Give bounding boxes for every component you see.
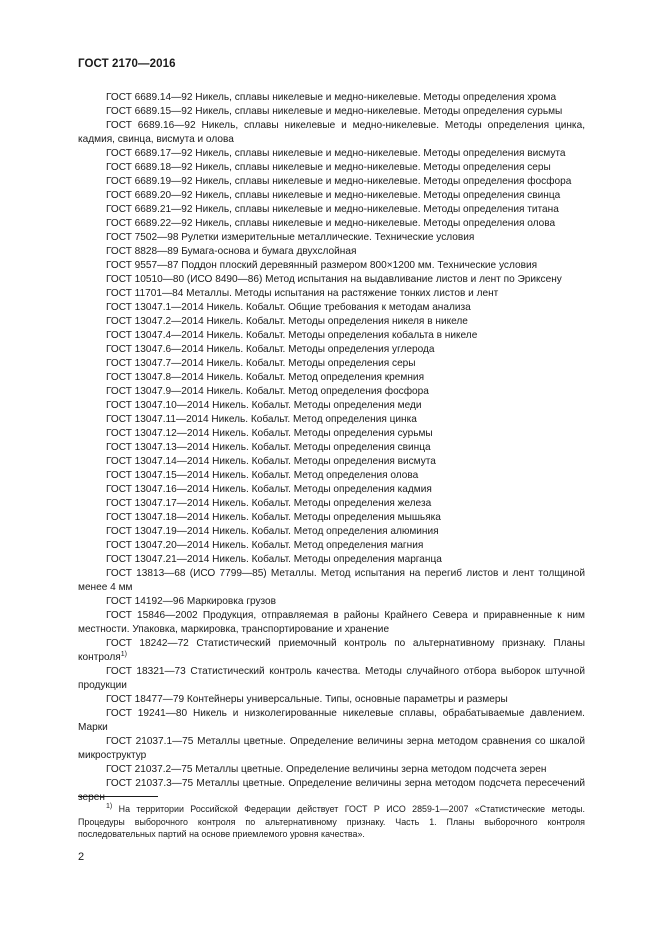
reference-entry [78,301,585,315]
reference-text: ГОСТ 11701—84 Металлы. Методы испытания на растяжение тонких листов и лент [106,288,499,299]
reference-text: ГОСТ 6689.16—92 Никель, сплавы никелевые и медно-никелевые. Методы определения цинка, кадмия, свинца, висмута и олова [78,120,585,145]
reference-entry [78,665,585,693]
reference-text: ГОСТ 13047.21—2014 Никель. Кобальт. Методы определения марганца [106,554,442,565]
reference-entry [78,105,585,119]
reference-text: ГОСТ 18477—79 Контейнеры универсальные. Типы, основные параметры и размеры [106,694,508,705]
footnote-text: На территории Российской Федерации действует ГОСТ Р ИСО 2859-1—2007 «Статистические методы. Процедуры выборочного контроля по альтернативному признаку. Часть 1. Планы выборочного контроля последовательных партий на основе приемлемого уровня качества». [78,804,585,839]
reference-text: ГОСТ 13047.19—2014 Никель. Кобальт. Метод определения алюминия [106,526,439,537]
reference-text: ГОСТ 6689.17—92 Никель, сплавы никелевые и медно-никелевые. Методы определения висмута [106,148,566,159]
reference-entry [78,637,585,665]
reference-entry [78,147,585,161]
reference-text: ГОСТ 13047.20—2014 Никель. Кобальт. Метод определения магния [106,540,424,551]
reference-entry [78,231,585,245]
reference-entry [78,525,585,539]
reference-entry [78,567,585,595]
reference-text: ГОСТ 18321—73 Статистический контроль качества. Методы случайного отбора выборок штучной продукции [78,666,585,691]
reference-text: ГОСТ 13047.13—2014 Никель. Кобальт. Методы определения свинца [106,442,431,453]
reference-text: ГОСТ 13047.11—2014 Никель. Кобальт. Метод определения цинка [106,414,417,425]
reference-entry [78,413,585,427]
document-header: ГОСТ 2170—2016 [78,58,176,70]
reference-text: ГОСТ 18242—72 Статистический приемочный контроль по альтернативному признаку. Планы контроля [78,638,585,663]
footnote-divider [78,796,158,797]
reference-entry [78,427,585,441]
reference-entry [78,707,585,735]
reference-entry [78,175,585,189]
reference-text: ГОСТ 8828—89 Бумага-основа и бумага двухслойная [106,246,357,257]
reference-text: ГОСТ 21037.2—75 Металлы цветные. Определение величины зерна методом подсчета зерен [106,764,547,775]
reference-text: ГОСТ 6689.22—92 Никель, сплавы никелевые и медно-никелевые. Методы определения олова [106,218,556,229]
reference-text: ГОСТ 13047.9—2014 Никель. Кобальт. Метод определения фосфора [106,386,429,397]
reference-entry [78,693,585,707]
reference-text: ГОСТ 13047.10—2014 Никель. Кобальт. Методы определения меди [106,400,422,411]
reference-text: ГОСТ 13047.6—2014 Никель. Кобальт. Методы определения углерода [106,344,435,355]
reference-text: ГОСТ 6689.19—92 Никель, сплавы никелевые и медно-никелевые. Методы определения фосфора [106,176,572,187]
reference-text: ГОСТ 6689.15—92 Никель, сплавы никелевые и медно-никелевые. Методы определения сурьмы [106,106,563,117]
normative-references-list [78,91,585,805]
reference-entry [78,357,585,371]
reference-entry [78,385,585,399]
reference-entry [78,371,585,385]
page-number: 2 [78,851,85,863]
reference-entry [78,315,585,329]
reference-entry [78,735,585,763]
reference-entry [78,399,585,413]
reference-entry [78,609,585,637]
reference-entry [78,497,585,511]
reference-text: ГОСТ 13047.2—2014 Никель. Кобальт. Методы определения никеля в никеле [106,316,468,327]
reference-text: ГОСТ 15846—2002 Продукция, отправляемая в районы Крайнего Севера и приравненные к ним местности. Упаковка, маркировка, транспортирование и хранение [78,610,585,635]
reference-entry [78,455,585,469]
reference-text: ГОСТ 13047.18—2014 Никель. Кобальт. Методы определения мышьяка [106,512,441,523]
reference-entry [78,245,585,259]
reference-entry [78,161,585,175]
reference-entry [78,259,585,273]
reference-text: ГОСТ 13813—68 (ИСО 7799—85) Металлы. Метод испытания на перегиб листов и лент толщиной менее 4 мм [78,568,585,593]
reference-text: ГОСТ 19241—80 Никель и низколегированные никелевые сплавы, обрабатываемые давлением. Марки [78,708,585,733]
reference-text: ГОСТ 13047.16—2014 Никель. Кобальт. Методы определения кадмия [106,484,432,495]
reference-text: ГОСТ 7502—98 Рулетки измерительные металлические. Технические условия [106,232,475,243]
reference-text: ГОСТ 6689.21—92 Никель, сплавы никелевые и медно-никелевые. Методы определения титана [106,204,559,215]
reference-entry [78,511,585,525]
reference-entry [78,553,585,567]
reference-entry [78,273,585,287]
reference-text: ГОСТ 13047.14—2014 Никель. Кобальт. Методы определения висмута [106,456,436,467]
reference-text: ГОСТ 13047.1—2014 Никель. Кобальт. Общие требования к методам анализа [106,302,471,313]
reference-text: ГОСТ 21037.1—75 Металлы цветные. Определение величины зерна методом сравнения со шкалой микроструктур [78,736,585,761]
reference-text: ГОСТ 6689.14—92 Никель, сплавы никелевые и медно-никелевые. Методы определения хрома [106,92,557,103]
reference-entry [78,763,585,777]
reference-entry [78,777,585,805]
reference-text: ГОСТ 13047.7—2014 Никель. Кобальт. Методы определения серы [106,358,416,369]
footnote [78,803,585,841]
reference-entry [78,441,585,455]
reference-text: ГОСТ 6689.18—92 Никель, сплавы никелевые и медно-никелевые. Методы определения серы [106,162,551,173]
reference-entry [78,329,585,343]
reference-text: ГОСТ 13047.15—2014 Никель. Кобальт. Метод определения олова [106,470,419,481]
reference-text: ГОСТ 13047.8—2014 Никель. Кобальт. Метод определения кремния [106,372,425,383]
reference-entry [78,595,585,609]
footnote-ref-marker: 1) [120,651,127,658]
footnote-marker: 1) [106,803,113,810]
reference-text: ГОСТ 14192—96 Маркировка грузов [106,596,277,607]
reference-text: ГОСТ 10510—80 (ИСО 8490—86) Метод испытания на выдавливание листов и лент по Эриксену [106,274,562,285]
reference-entry [78,287,585,301]
reference-entry [78,91,585,105]
reference-entry [78,483,585,497]
reference-text: ГОСТ 21037.3—75 Металлы цветные. Определение величины зерна методом подсчета пересечений зерен [78,778,585,803]
reference-entry [78,217,585,231]
reference-entry [78,469,585,483]
reference-entry [78,539,585,553]
reference-text: ГОСТ 9557—87 Поддон плоский деревянный размером 800×1200 мм. Технические условия [106,260,538,271]
reference-entry [78,343,585,357]
reference-text: ГОСТ 13047.17—2014 Никель. Кобальт. Методы определения железа [106,498,432,509]
reference-text: ГОСТ 6689.20—92 Никель, сплавы никелевые и медно-никелевые. Методы определения свинца [106,190,561,201]
reference-entry [78,119,585,147]
reference-entry [78,203,585,217]
reference-text: ГОСТ 13047.4—2014 Никель. Кобальт. Методы определения кобальта в никеле [106,330,478,341]
reference-text: ГОСТ 13047.12—2014 Никель. Кобальт. Методы определения сурьмы [106,428,433,439]
reference-entry [78,189,585,203]
